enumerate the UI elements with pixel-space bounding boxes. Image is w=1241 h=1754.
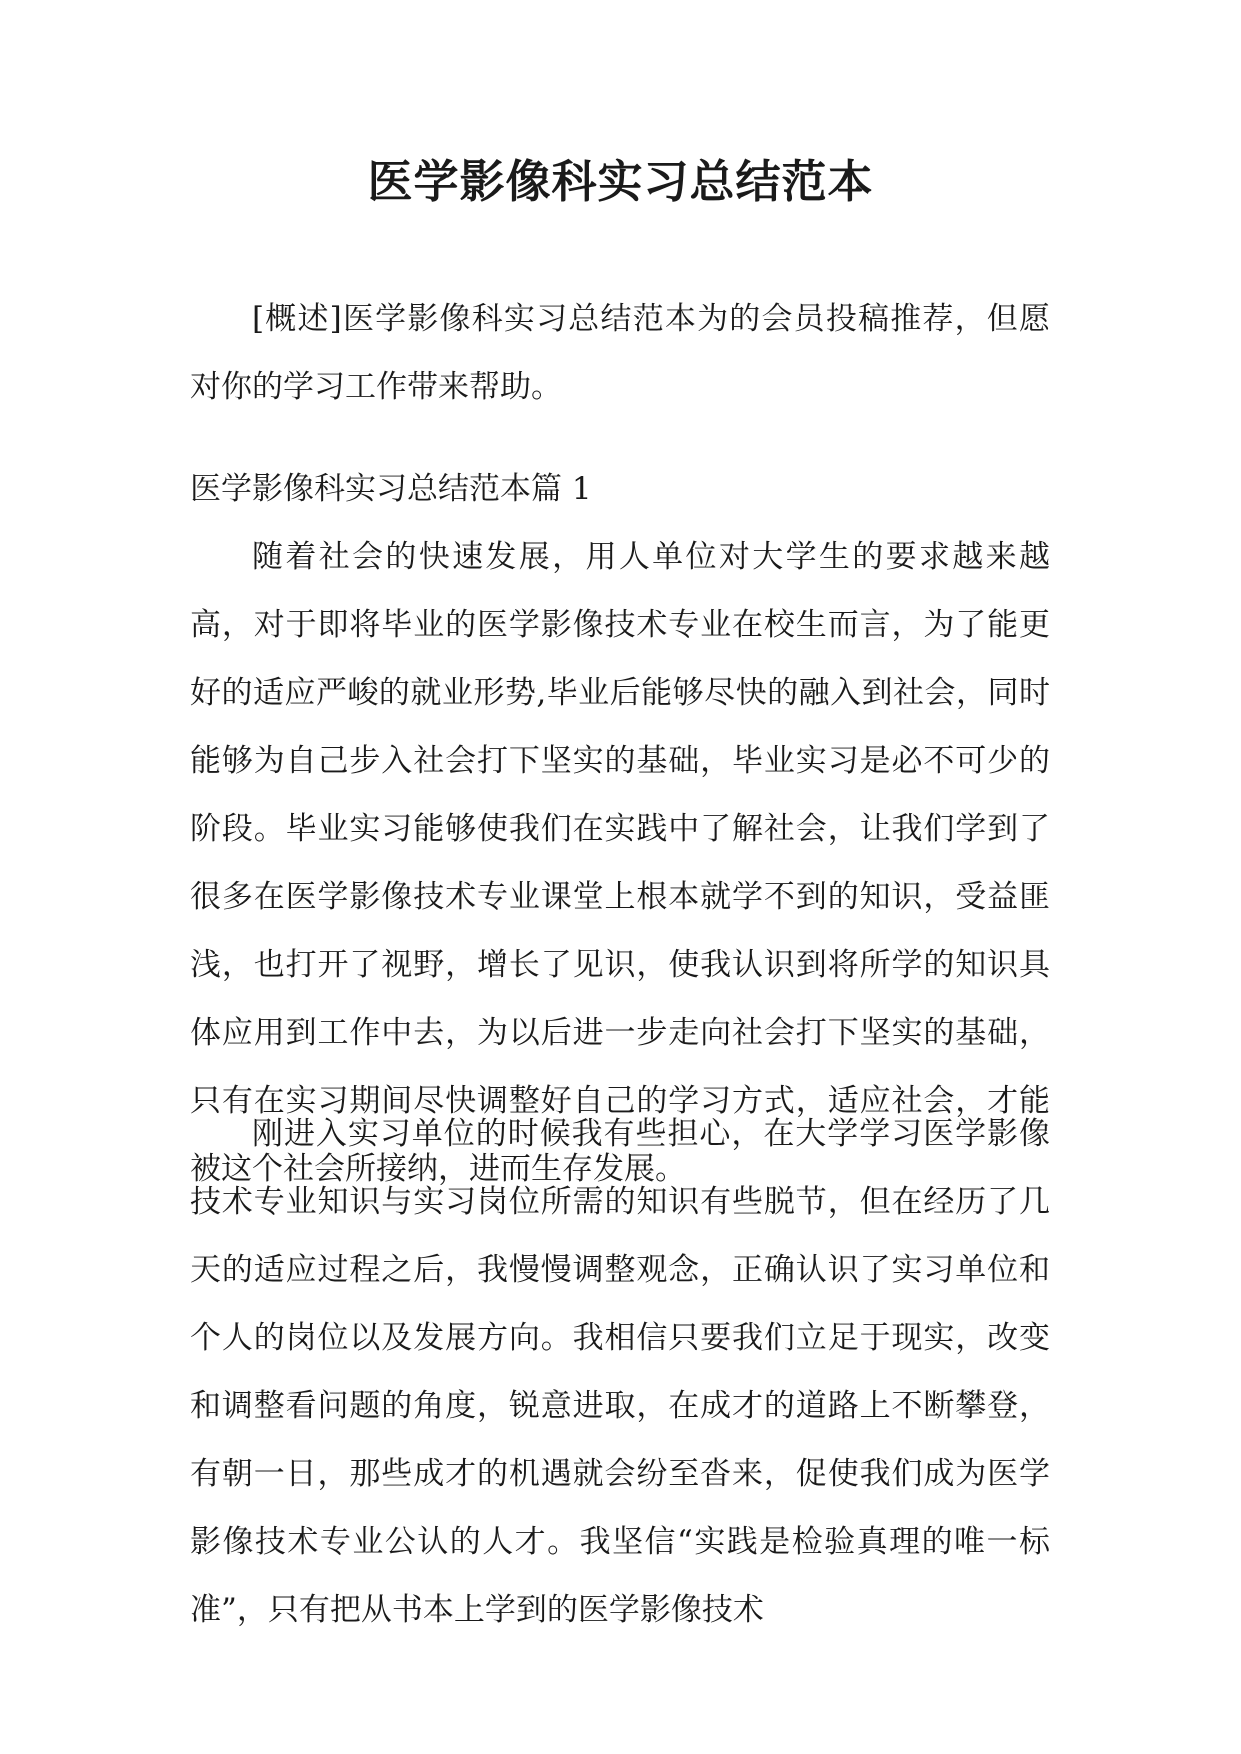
section-heading: 医学影像科实习总结范本篇 1 xyxy=(190,471,592,507)
body-paragraph-2: 刚进入实习单位的时候我有些担心，在大学学习医学影像技术专业知识与实习岗位所需的知识有些脱节，但在经历了几天的适应过程之后，我慢慢调整观念，正确认识了实习单位和个人的岗位以及发展方向。我相信只要我们立足于现实，改变和调整看问题的角度，锐意进取，在成才的道路上不断攀登，有朝一日，那些成才的机遇就会纷至沓来，促使我们成为医学影像技术专业公认的人才。我坚信“实践是检验真理的唯一标准”，只有把从书本上学到的医学影像技术 xyxy=(190,1116,1050,1628)
summary-paragraph: [概述]医学影像科实习总结范本为的会员投稿推荐，但愿对你的学习工作带来帮助。 xyxy=(190,301,1050,405)
document-title: 医学影像科实习总结范本 xyxy=(367,155,874,208)
body-paragraph-1: 随着社会的快速发展，用人单位对大学生的要求越来越高，对于即将毕业的医学影像技术专业在校生而言，为了能更好的适应严峻的就业形势,毕业后能够尽快的融入到社会，同时能够为自己步入社会打下坚实的基础，毕业实习是必不可少的阶段。毕业实习能够使我们在实践中了解社会，让我们学到了很多在医学影像技术专业课堂上根本就学不到的知识，受益匪浅，也打开了视野，增长了见识，使我认识到将所学的知识具体应用到工作中去，为以后进一步走向社会打下坚实的基础，只有在实习期间尽快调整好自己的学习方式，适应社会，才能被这个社会所接纳，进而生存发展。 xyxy=(190,539,1050,1187)
